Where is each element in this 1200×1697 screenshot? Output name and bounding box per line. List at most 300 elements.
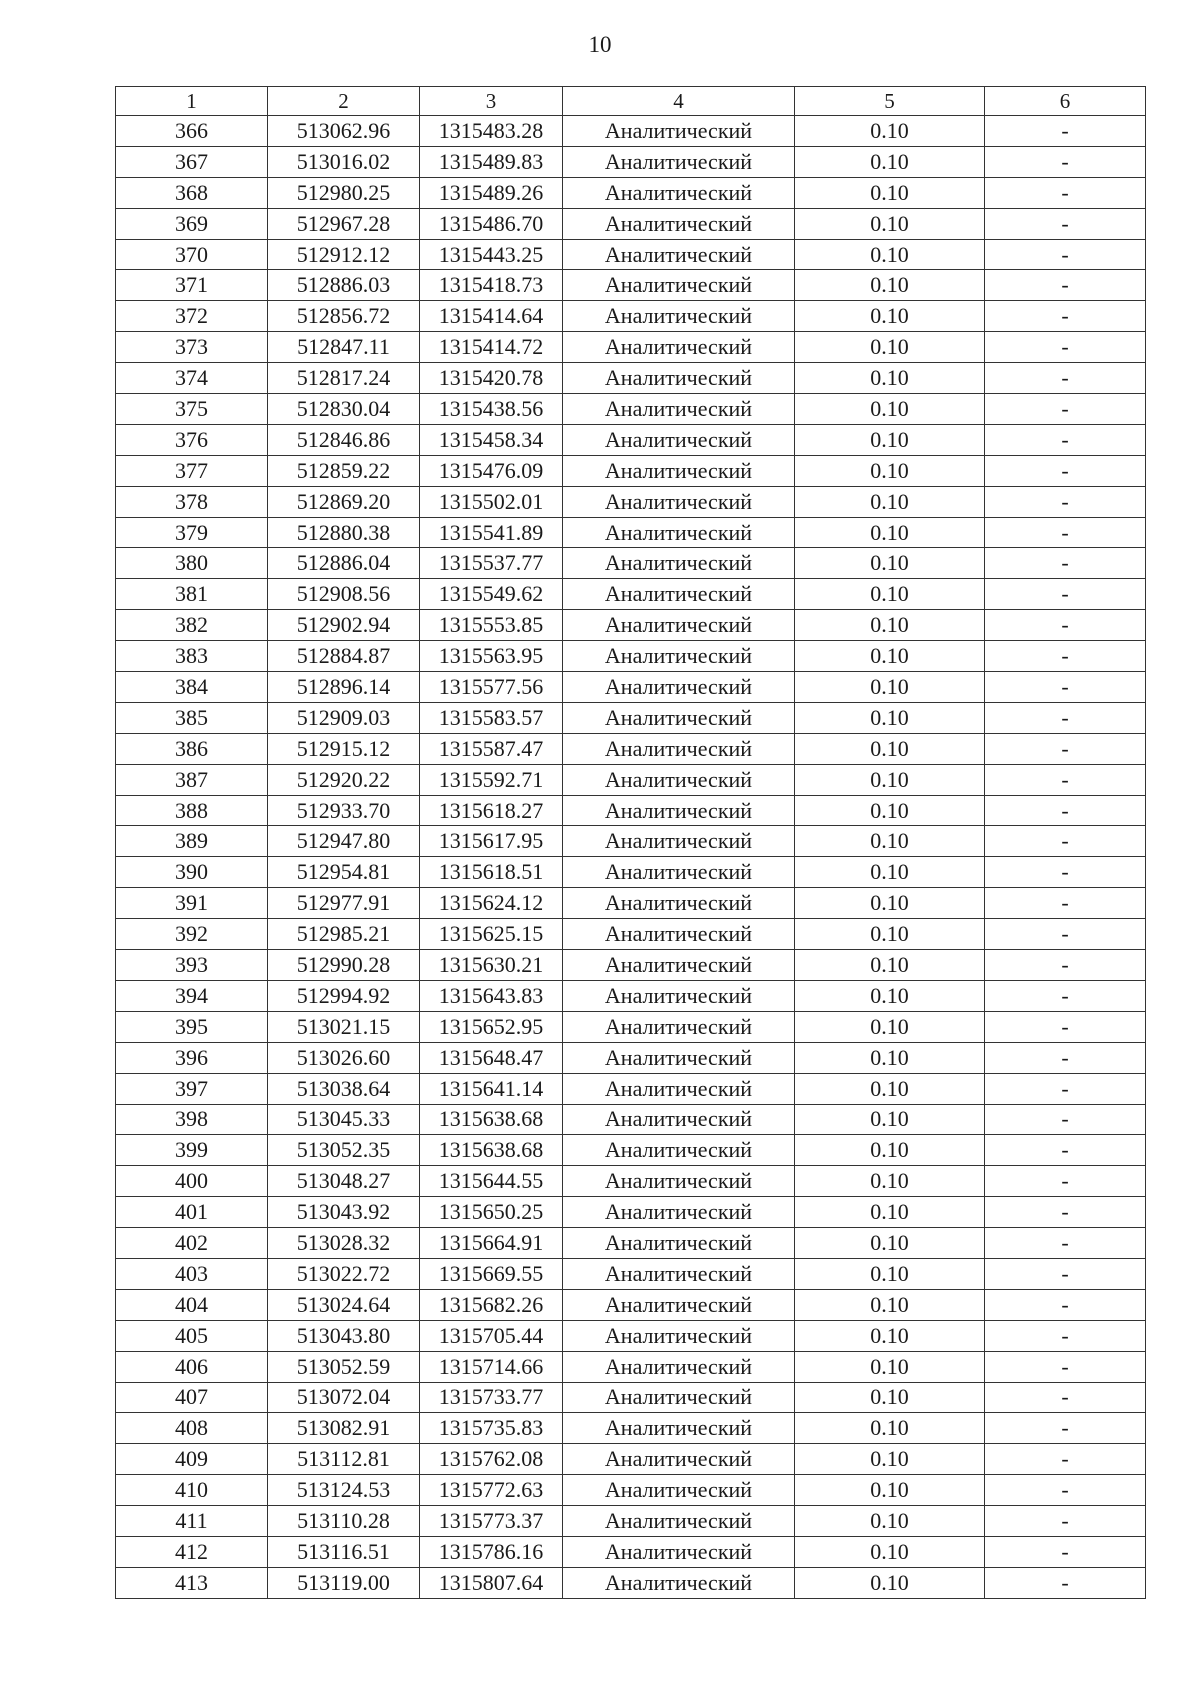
y-coordinate-cell: 1315644.55 <box>420 1166 563 1197</box>
accuracy-cell: 0.10 <box>795 1320 985 1351</box>
table-row <box>116 1536 1146 1567</box>
note-cell: - <box>985 424 1146 455</box>
y-coordinate-cell: 1315583.57 <box>420 702 563 733</box>
table-row <box>116 1475 1146 1506</box>
x-coordinate-cell: 513116.51 <box>268 1536 420 1567</box>
method-cell: Аналитический <box>563 919 795 950</box>
note-cell: - <box>985 1073 1146 1104</box>
x-coordinate-cell: 512859.22 <box>268 455 420 486</box>
note-cell: - <box>985 641 1146 672</box>
note-cell: - <box>985 702 1146 733</box>
point-number-cell: 399 <box>116 1135 268 1166</box>
x-coordinate-cell: 513119.00 <box>268 1567 420 1598</box>
y-coordinate-cell: 1315618.51 <box>420 857 563 888</box>
accuracy-cell: 0.10 <box>795 208 985 239</box>
table-row <box>116 208 1146 239</box>
accuracy-cell: 0.10 <box>795 980 985 1011</box>
accuracy-cell: 0.10 <box>795 177 985 208</box>
method-cell: Аналитический <box>563 579 795 610</box>
point-number-cell: 387 <box>116 764 268 795</box>
y-coordinate-cell: 1315577.56 <box>420 672 563 703</box>
table-row <box>116 1444 1146 1475</box>
x-coordinate-cell: 512977.91 <box>268 888 420 919</box>
point-number-cell: 393 <box>116 950 268 981</box>
y-coordinate-cell: 1315483.28 <box>420 116 563 147</box>
x-coordinate-cell: 512920.22 <box>268 764 420 795</box>
point-number-cell: 395 <box>116 1011 268 1042</box>
table-row <box>116 888 1146 919</box>
note-cell: - <box>985 146 1146 177</box>
point-number-cell: 391 <box>116 888 268 919</box>
point-number-cell: 380 <box>116 548 268 579</box>
point-number-cell: 408 <box>116 1413 268 1444</box>
y-coordinate-cell: 1315476.09 <box>420 455 563 486</box>
method-cell: Аналитический <box>563 610 795 641</box>
note-cell: - <box>985 1289 1146 1320</box>
point-number-cell: 374 <box>116 363 268 394</box>
accuracy-cell: 0.10 <box>795 672 985 703</box>
header-row <box>116 87 1146 116</box>
accuracy-cell: 0.10 <box>795 857 985 888</box>
x-coordinate-cell: 512933.70 <box>268 795 420 826</box>
point-number-cell: 375 <box>116 394 268 425</box>
method-cell: Аналитический <box>563 146 795 177</box>
method-cell: Аналитический <box>563 672 795 703</box>
x-coordinate-cell: 513024.64 <box>268 1289 420 1320</box>
note-cell: - <box>985 1382 1146 1413</box>
y-coordinate-cell: 1315443.25 <box>420 239 563 270</box>
method-cell: Аналитический <box>563 1413 795 1444</box>
accuracy-cell: 0.10 <box>795 888 985 919</box>
method-cell: Аналитический <box>563 857 795 888</box>
point-number-cell: 366 <box>116 116 268 147</box>
point-number-cell: 390 <box>116 857 268 888</box>
y-coordinate-cell: 1315786.16 <box>420 1536 563 1567</box>
note-cell: - <box>985 733 1146 764</box>
method-cell: Аналитический <box>563 332 795 363</box>
table-row <box>116 486 1146 517</box>
note-cell: - <box>985 270 1146 301</box>
note-cell: - <box>985 1413 1146 1444</box>
note-cell: - <box>985 517 1146 548</box>
accuracy-cell: 0.10 <box>795 270 985 301</box>
x-coordinate-cell: 512830.04 <box>268 394 420 425</box>
accuracy-cell: 0.10 <box>795 1536 985 1567</box>
method-cell: Аналитический <box>563 177 795 208</box>
y-coordinate-cell: 1315638.68 <box>420 1104 563 1135</box>
x-coordinate-cell: 513016.02 <box>268 146 420 177</box>
method-cell: Аналитический <box>563 1228 795 1259</box>
accuracy-cell: 0.10 <box>795 702 985 733</box>
table-row <box>116 517 1146 548</box>
x-coordinate-cell: 512990.28 <box>268 950 420 981</box>
accuracy-cell: 0.10 <box>795 424 985 455</box>
x-coordinate-cell: 513072.04 <box>268 1382 420 1413</box>
note-cell: - <box>985 1197 1146 1228</box>
accuracy-cell: 0.10 <box>795 116 985 147</box>
point-number-cell: 369 <box>116 208 268 239</box>
note-cell: - <box>985 1228 1146 1259</box>
method-cell: Аналитический <box>563 1073 795 1104</box>
accuracy-cell: 0.10 <box>795 610 985 641</box>
accuracy-cell: 0.10 <box>795 1042 985 1073</box>
method-cell: Аналитический <box>563 1289 795 1320</box>
point-number-cell: 394 <box>116 980 268 1011</box>
accuracy-cell: 0.10 <box>795 455 985 486</box>
method-cell: Аналитический <box>563 455 795 486</box>
method-cell: Аналитический <box>563 1320 795 1351</box>
point-number-cell: 381 <box>116 579 268 610</box>
y-coordinate-cell: 1315418.73 <box>420 270 563 301</box>
point-number-cell: 382 <box>116 610 268 641</box>
x-coordinate-cell: 513048.27 <box>268 1166 420 1197</box>
accuracy-cell: 0.10 <box>795 1413 985 1444</box>
point-number-cell: 389 <box>116 826 268 857</box>
table-row <box>116 1506 1146 1537</box>
accuracy-cell: 0.10 <box>795 1475 985 1506</box>
accuracy-cell: 0.10 <box>795 1506 985 1537</box>
x-coordinate-cell: 513028.32 <box>268 1228 420 1259</box>
x-coordinate-cell: 512856.72 <box>268 301 420 332</box>
note-cell: - <box>985 1258 1146 1289</box>
table-body <box>116 116 1146 1599</box>
table-row <box>116 1228 1146 1259</box>
column-header-2: 2 <box>268 87 420 116</box>
table-row <box>116 672 1146 703</box>
note-cell: - <box>985 301 1146 332</box>
accuracy-cell: 0.10 <box>795 1382 985 1413</box>
accuracy-cell: 0.10 <box>795 919 985 950</box>
point-number-cell: 392 <box>116 919 268 950</box>
y-coordinate-cell: 1315772.63 <box>420 1475 563 1506</box>
y-coordinate-cell: 1315735.83 <box>420 1413 563 1444</box>
note-cell: - <box>985 486 1146 517</box>
y-coordinate-cell: 1315458.34 <box>420 424 563 455</box>
y-coordinate-cell: 1315541.89 <box>420 517 563 548</box>
coordinates-table <box>115 86 1146 1599</box>
table-row <box>116 733 1146 764</box>
point-number-cell: 367 <box>116 146 268 177</box>
point-number-cell: 371 <box>116 270 268 301</box>
method-cell: Аналитический <box>563 301 795 332</box>
method-cell: Аналитический <box>563 394 795 425</box>
method-cell: Аналитический <box>563 980 795 1011</box>
page-number: 10 <box>588 32 612 57</box>
accuracy-cell: 0.10 <box>795 1258 985 1289</box>
x-coordinate-cell: 513022.72 <box>268 1258 420 1289</box>
table-row <box>116 1351 1146 1382</box>
table-row <box>116 239 1146 270</box>
y-coordinate-cell: 1315682.26 <box>420 1289 563 1320</box>
method-cell: Аналитический <box>563 517 795 548</box>
note-cell: - <box>985 980 1146 1011</box>
table-row <box>116 270 1146 301</box>
point-number-cell: 407 <box>116 1382 268 1413</box>
accuracy-cell: 0.10 <box>795 1351 985 1382</box>
x-coordinate-cell: 513026.60 <box>268 1042 420 1073</box>
method-cell: Аналитический <box>563 1197 795 1228</box>
table-row <box>116 1166 1146 1197</box>
x-coordinate-cell: 513045.33 <box>268 1104 420 1135</box>
point-number-cell: 409 <box>116 1444 268 1475</box>
accuracy-cell: 0.10 <box>795 1011 985 1042</box>
x-coordinate-cell: 512902.94 <box>268 610 420 641</box>
accuracy-cell: 0.10 <box>795 1166 985 1197</box>
table-row <box>116 610 1146 641</box>
point-number-cell: 372 <box>116 301 268 332</box>
table-row <box>116 1413 1146 1444</box>
y-coordinate-cell: 1315650.25 <box>420 1197 563 1228</box>
table-row <box>116 1104 1146 1135</box>
note-cell: - <box>985 394 1146 425</box>
point-number-cell: 405 <box>116 1320 268 1351</box>
point-number-cell: 373 <box>116 332 268 363</box>
x-coordinate-cell: 512880.38 <box>268 517 420 548</box>
x-coordinate-cell: 512985.21 <box>268 919 420 950</box>
y-coordinate-cell: 1315641.14 <box>420 1073 563 1104</box>
y-coordinate-cell: 1315625.15 <box>420 919 563 950</box>
x-coordinate-cell: 513062.96 <box>268 116 420 147</box>
accuracy-cell: 0.10 <box>795 1228 985 1259</box>
accuracy-cell: 0.10 <box>795 1289 985 1320</box>
x-coordinate-cell: 512869.20 <box>268 486 420 517</box>
note-cell: - <box>985 1475 1146 1506</box>
method-cell: Аналитический <box>563 548 795 579</box>
y-coordinate-cell: 1315733.77 <box>420 1382 563 1413</box>
column-header-3: 3 <box>420 87 563 116</box>
x-coordinate-cell: 512967.28 <box>268 208 420 239</box>
table-row <box>116 1042 1146 1073</box>
y-coordinate-cell: 1315489.26 <box>420 177 563 208</box>
accuracy-cell: 0.10 <box>795 146 985 177</box>
point-number-cell: 384 <box>116 672 268 703</box>
accuracy-cell: 0.10 <box>795 1073 985 1104</box>
point-number-cell: 411 <box>116 1506 268 1537</box>
point-number-cell: 396 <box>116 1042 268 1073</box>
x-coordinate-cell: 512817.24 <box>268 363 420 394</box>
y-coordinate-cell: 1315648.47 <box>420 1042 563 1073</box>
accuracy-cell: 0.10 <box>795 548 985 579</box>
method-cell: Аналитический <box>563 424 795 455</box>
column-header-5: 5 <box>795 87 985 116</box>
table-row <box>116 1289 1146 1320</box>
point-number-cell: 402 <box>116 1228 268 1259</box>
accuracy-cell: 0.10 <box>795 579 985 610</box>
point-number-cell: 377 <box>116 455 268 486</box>
note-cell: - <box>985 208 1146 239</box>
y-coordinate-cell: 1315664.91 <box>420 1228 563 1259</box>
note-cell: - <box>985 548 1146 579</box>
method-cell: Аналитический <box>563 1042 795 1073</box>
table-row <box>116 455 1146 486</box>
note-cell: - <box>985 1506 1146 1537</box>
x-coordinate-cell: 513043.92 <box>268 1197 420 1228</box>
point-number-cell: 397 <box>116 1073 268 1104</box>
method-cell: Аналитический <box>563 1166 795 1197</box>
x-coordinate-cell: 512954.81 <box>268 857 420 888</box>
method-cell: Аналитический <box>563 239 795 270</box>
method-cell: Аналитический <box>563 116 795 147</box>
table-row <box>116 177 1146 208</box>
y-coordinate-cell: 1315502.01 <box>420 486 563 517</box>
column-header-6: 6 <box>985 87 1146 116</box>
method-cell: Аналитический <box>563 1567 795 1598</box>
table-row <box>116 795 1146 826</box>
x-coordinate-cell: 513110.28 <box>268 1506 420 1537</box>
table-row <box>116 980 1146 1011</box>
method-cell: Аналитический <box>563 270 795 301</box>
x-coordinate-cell: 513038.64 <box>268 1073 420 1104</box>
y-coordinate-cell: 1315563.95 <box>420 641 563 672</box>
x-coordinate-cell: 512846.86 <box>268 424 420 455</box>
accuracy-cell: 0.10 <box>795 363 985 394</box>
method-cell: Аналитический <box>563 950 795 981</box>
note-cell: - <box>985 1567 1146 1598</box>
note-cell: - <box>985 1536 1146 1567</box>
note-cell: - <box>985 1104 1146 1135</box>
accuracy-cell: 0.10 <box>795 1135 985 1166</box>
accuracy-cell: 0.10 <box>795 1197 985 1228</box>
point-number-cell: 370 <box>116 239 268 270</box>
table-row <box>116 919 1146 950</box>
table-row <box>116 424 1146 455</box>
x-coordinate-cell: 513112.81 <box>268 1444 420 1475</box>
point-number-cell: 404 <box>116 1289 268 1320</box>
table-row <box>116 1197 1146 1228</box>
point-number-cell: 388 <box>116 795 268 826</box>
note-cell: - <box>985 795 1146 826</box>
accuracy-cell: 0.10 <box>795 1567 985 1598</box>
x-coordinate-cell: 512886.04 <box>268 548 420 579</box>
table-row <box>116 764 1146 795</box>
x-coordinate-cell: 512947.80 <box>268 826 420 857</box>
y-coordinate-cell: 1315705.44 <box>420 1320 563 1351</box>
note-cell: - <box>985 1320 1146 1351</box>
table-row <box>116 1135 1146 1166</box>
method-cell: Аналитический <box>563 363 795 394</box>
y-coordinate-cell: 1315420.78 <box>420 363 563 394</box>
method-cell: Аналитический <box>563 1506 795 1537</box>
point-number-cell: 368 <box>116 177 268 208</box>
y-coordinate-cell: 1315617.95 <box>420 826 563 857</box>
point-number-cell: 378 <box>116 486 268 517</box>
table-row <box>116 394 1146 425</box>
accuracy-cell: 0.10 <box>795 301 985 332</box>
x-coordinate-cell: 512915.12 <box>268 733 420 764</box>
note-cell: - <box>985 1135 1146 1166</box>
note-cell: - <box>985 1042 1146 1073</box>
table-row <box>116 301 1146 332</box>
accuracy-cell: 0.10 <box>795 950 985 981</box>
point-number-cell: 385 <box>116 702 268 733</box>
x-coordinate-cell: 512847.11 <box>268 332 420 363</box>
accuracy-cell: 0.10 <box>795 332 985 363</box>
method-cell: Аналитический <box>563 795 795 826</box>
table-row <box>116 1320 1146 1351</box>
table-row <box>116 1011 1146 1042</box>
x-coordinate-cell: 512909.03 <box>268 702 420 733</box>
x-coordinate-cell: 512908.56 <box>268 579 420 610</box>
y-coordinate-cell: 1315669.55 <box>420 1258 563 1289</box>
accuracy-cell: 0.10 <box>795 486 985 517</box>
accuracy-cell: 0.10 <box>795 826 985 857</box>
point-number-cell: 410 <box>116 1475 268 1506</box>
method-cell: Аналитический <box>563 1444 795 1475</box>
accuracy-cell: 0.10 <box>795 394 985 425</box>
x-coordinate-cell: 513052.59 <box>268 1351 420 1382</box>
note-cell: - <box>985 1351 1146 1382</box>
method-cell: Аналитический <box>563 733 795 764</box>
table-row <box>116 857 1146 888</box>
table-row <box>116 579 1146 610</box>
y-coordinate-cell: 1315714.66 <box>420 1351 563 1382</box>
y-coordinate-cell: 1315643.83 <box>420 980 563 1011</box>
method-cell: Аналитический <box>563 1351 795 1382</box>
method-cell: Аналитический <box>563 888 795 919</box>
method-cell: Аналитический <box>563 1382 795 1413</box>
note-cell: - <box>985 1166 1146 1197</box>
table-row <box>116 1073 1146 1104</box>
table-row <box>116 116 1146 147</box>
y-coordinate-cell: 1315624.12 <box>420 888 563 919</box>
table-row <box>116 332 1146 363</box>
method-cell: Аналитический <box>563 702 795 733</box>
y-coordinate-cell: 1315414.72 <box>420 332 563 363</box>
method-cell: Аналитический <box>563 1104 795 1135</box>
table-row <box>116 1382 1146 1413</box>
point-number-cell: 383 <box>116 641 268 672</box>
y-coordinate-cell: 1315592.71 <box>420 764 563 795</box>
note-cell: - <box>985 1444 1146 1475</box>
point-number-cell: 412 <box>116 1536 268 1567</box>
point-number-cell: 398 <box>116 1104 268 1135</box>
note-cell: - <box>985 579 1146 610</box>
note-cell: - <box>985 764 1146 795</box>
note-cell: - <box>985 950 1146 981</box>
y-coordinate-cell: 1315587.47 <box>420 733 563 764</box>
y-coordinate-cell: 1315652.95 <box>420 1011 563 1042</box>
method-cell: Аналитический <box>563 208 795 239</box>
note-cell: - <box>985 919 1146 950</box>
point-number-cell: 401 <box>116 1197 268 1228</box>
accuracy-cell: 0.10 <box>795 1104 985 1135</box>
note-cell: - <box>985 363 1146 394</box>
method-cell: Аналитический <box>563 641 795 672</box>
x-coordinate-cell: 512886.03 <box>268 270 420 301</box>
y-coordinate-cell: 1315549.62 <box>420 579 563 610</box>
method-cell: Аналитический <box>563 1536 795 1567</box>
x-coordinate-cell: 512980.25 <box>268 177 420 208</box>
point-number-cell: 386 <box>116 733 268 764</box>
note-cell: - <box>985 857 1146 888</box>
note-cell: - <box>985 1011 1146 1042</box>
note-cell: - <box>985 116 1146 147</box>
y-coordinate-cell: 1315489.83 <box>420 146 563 177</box>
table-row <box>116 1258 1146 1289</box>
x-coordinate-cell: 512994.92 <box>268 980 420 1011</box>
y-coordinate-cell: 1315630.21 <box>420 950 563 981</box>
y-coordinate-cell: 1315618.27 <box>420 795 563 826</box>
y-coordinate-cell: 1315553.85 <box>420 610 563 641</box>
table-row <box>116 1567 1146 1598</box>
x-coordinate-cell: 512896.14 <box>268 672 420 703</box>
y-coordinate-cell: 1315438.56 <box>420 394 563 425</box>
note-cell: - <box>985 455 1146 486</box>
point-number-cell: 403 <box>116 1258 268 1289</box>
x-coordinate-cell: 513043.80 <box>268 1320 420 1351</box>
method-cell: Аналитический <box>563 764 795 795</box>
column-header-1: 1 <box>116 87 268 116</box>
